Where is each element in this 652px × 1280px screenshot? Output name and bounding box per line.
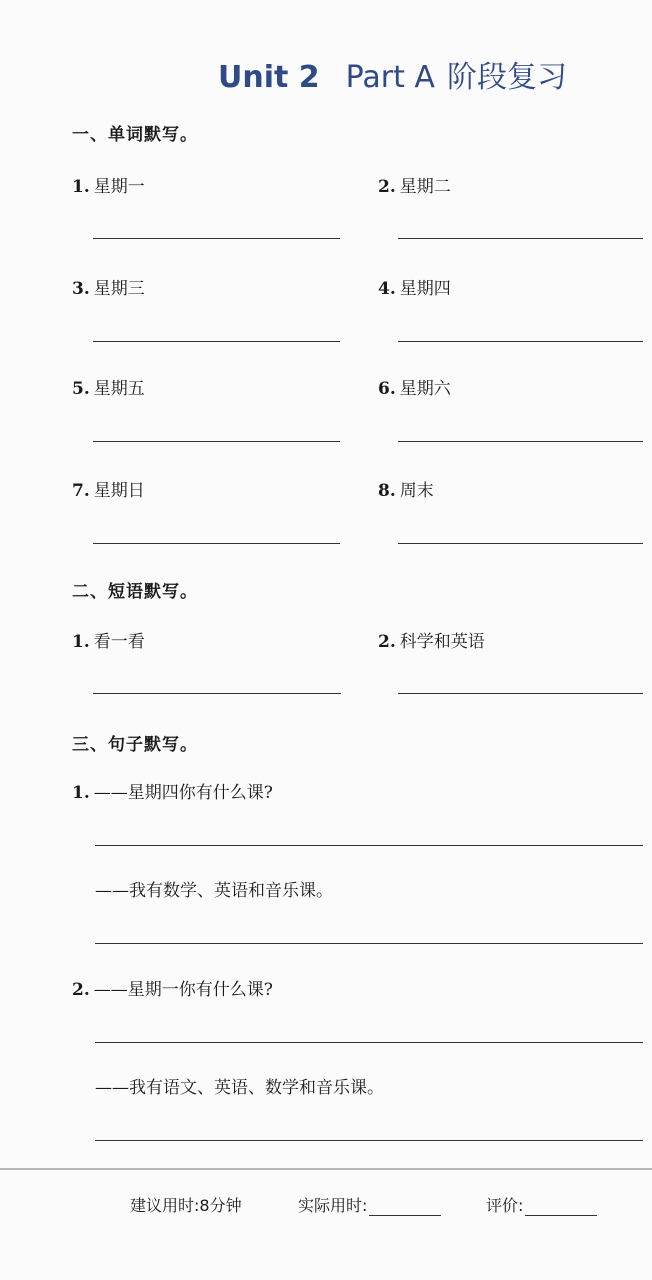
- word-item: 4. 星期四: [378, 279, 451, 299]
- section-heading-words: 一、单词默写。: [72, 125, 198, 145]
- phrase-item: 1. 看一看: [72, 632, 145, 652]
- title-review: 阶段复习: [446, 60, 567, 95]
- answer-line[interactable]: [95, 845, 643, 846]
- sentence-question: 2. ——星期一你有什么课?: [72, 980, 273, 1000]
- title-part: Part A: [345, 60, 435, 95]
- sentence-answer-prompt: ——我有语文、英语、数学和音乐课。: [95, 1078, 384, 1098]
- rating-blank[interactable]: [525, 1201, 597, 1216]
- word-item: 7. 星期日: [72, 481, 145, 501]
- answer-line[interactable]: [95, 943, 643, 944]
- answer-line[interactable]: [95, 1042, 643, 1043]
- answer-line[interactable]: [398, 441, 643, 442]
- word-item: 5. 星期五: [72, 379, 145, 399]
- answer-line[interactable]: [398, 543, 643, 544]
- rating: 评价:: [486, 1193, 597, 1216]
- phrase-item: 2. 科学和英语: [378, 632, 485, 652]
- answer-line[interactable]: [93, 543, 340, 544]
- answer-line[interactable]: [93, 693, 341, 694]
- answer-line[interactable]: [398, 693, 643, 694]
- word-item: 8. 周末: [378, 481, 434, 501]
- answer-line[interactable]: [93, 238, 340, 239]
- actual-time-blank[interactable]: [369, 1201, 441, 1216]
- word-item: 2. 星期二: [378, 177, 451, 197]
- word-item: 3. 星期三: [72, 279, 145, 299]
- answer-line[interactable]: [93, 341, 340, 342]
- actual-time: 实际用时:: [298, 1193, 441, 1216]
- sentence-question: 1. ——星期四你有什么课?: [72, 783, 273, 803]
- answer-line[interactable]: [398, 238, 643, 239]
- sentence-answer-prompt: ——我有数学、英语和音乐课。: [95, 881, 333, 901]
- section-heading-sentences: 三、句子默写。: [72, 735, 198, 755]
- page-title: [218, 52, 638, 96]
- section-heading-phrases: 二、短语默写。: [72, 582, 198, 602]
- answer-line[interactable]: [398, 341, 643, 342]
- suggested-time: 建议用时:8分钟: [130, 1196, 242, 1215]
- title-unit: Unit 2: [218, 60, 320, 95]
- footer-divider: [0, 1168, 652, 1170]
- word-item: 6. 星期六: [378, 379, 451, 399]
- answer-line[interactable]: [95, 1140, 643, 1141]
- word-item: 1. 星期一: [72, 177, 145, 197]
- answer-line[interactable]: [93, 441, 340, 442]
